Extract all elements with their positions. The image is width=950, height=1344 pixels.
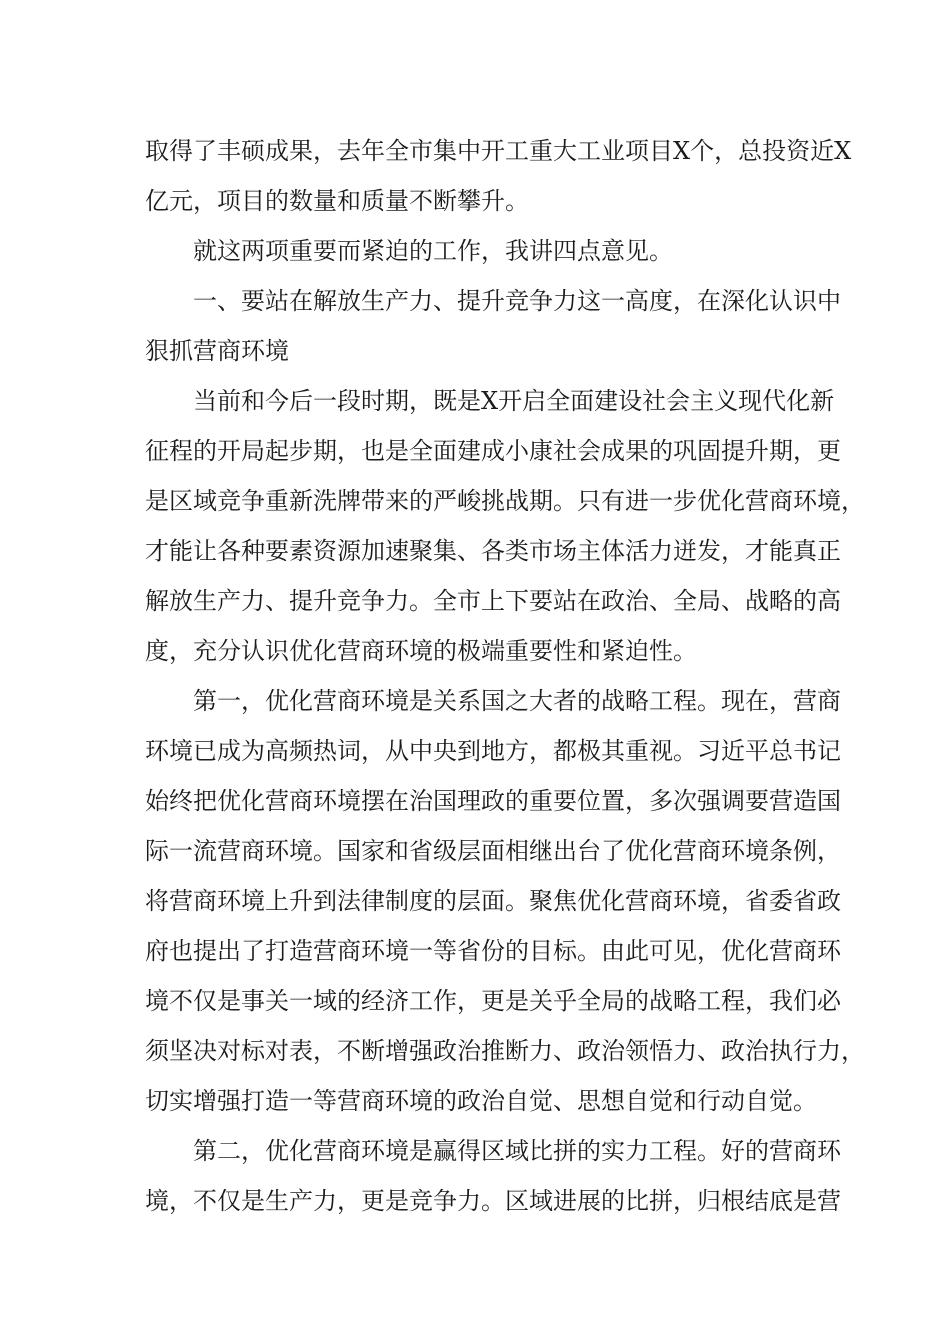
paragraph-first-line: 第一，优化营商环境是关系国之大者的战略工程。现在，营商: [193, 687, 841, 715]
text-line: 度，充分认识优化营商环境的极端重要性和紧迫性。: [145, 637, 697, 665]
text-line: 环境已成为高频热词，从中央到地方，都极其重视。习近平总书记: [145, 737, 841, 765]
text-line: 须坚决对标对表，不断增强政治推断力、政治领悟力、政治执行力，: [145, 1037, 865, 1065]
text-line: 才能让各种要素资源加速聚集、各类市场主体活力迸发，才能真正: [145, 537, 841, 565]
text-line: 取得了丰硕成果，去年全市集中开工重大工业项目X个，总投资近X: [145, 137, 852, 165]
text-line: 境，不仅是生产力，更是竞争力。区域进展的比拼，归根结底是营: [145, 1187, 841, 1215]
paragraph-first-line: 当前和今后一段时期，既是X开启全面建设社会主义现代化新: [193, 387, 835, 415]
text-line: 解放生产力、提升竞争力。全市上下要站在政治、全局、战略的高: [145, 587, 841, 615]
text-line: 始终把优化营商环境摆在治国理政的重要位置，多次强调要营造国: [145, 787, 841, 815]
section-heading: 狠抓营商环境: [145, 337, 289, 365]
paragraph-first-line: 就这两项重要而紧迫的工作，我讲四点意见。: [193, 237, 673, 265]
text-line: 是区域竞争重新洗牌带来的严峻挑战期。只有进一步优化营商环境，: [145, 487, 865, 515]
text-line: 将营商环境上升到法律制度的层面。聚焦优化营商环境，省委省政: [145, 887, 841, 915]
text-line: 征程的开局起步期，也是全面建成小康社会成果的巩固提升期，更: [145, 437, 841, 465]
text-line: 境不仅是事关一域的经济工作，更是关乎全局的战略工程，我们必: [145, 987, 841, 1015]
text-line: 际一流营商环境。国家和省级层面相继出台了优化营商环境条例，: [145, 837, 841, 865]
text-line: 府也提出了打造营商环境一等省份的目标。由此可见，优化营商环: [145, 937, 841, 965]
text-line: 切实增强打造一等营商环境的政治自觉、思想自觉和行动自觉。: [145, 1087, 817, 1115]
section-heading: 一、要站在解放生产力、提升竞争力这一高度，在深化认识中: [193, 287, 841, 315]
text-line: 亿元，项目的数量和质量不断攀升。: [145, 187, 529, 215]
paragraph-first-line: 第二，优化营商环境是赢得区域比拼的实力工程。好的营商环: [193, 1137, 841, 1165]
